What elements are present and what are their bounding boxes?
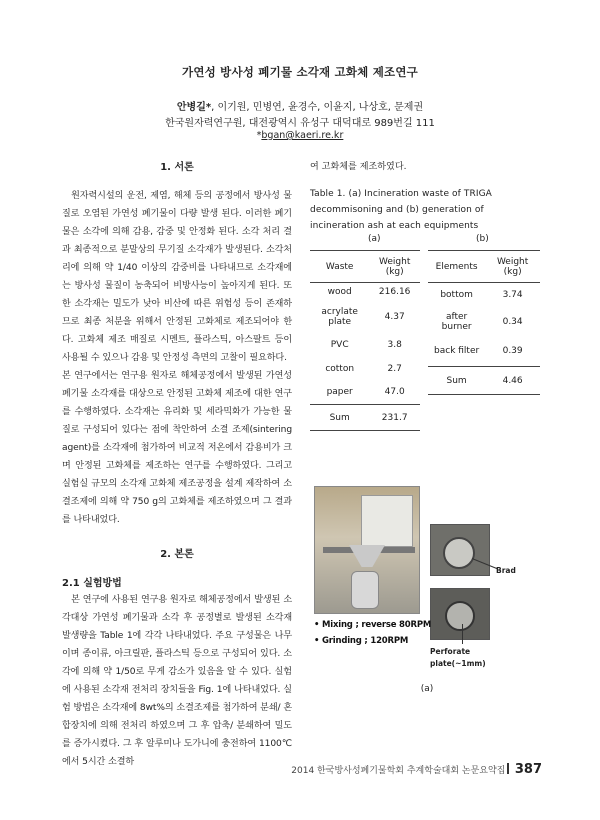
left-column bbox=[62, 150, 292, 771]
intro-paragraph-2: 본 연구에서는 연구용 원자로 해체공정에서 발생된 가연성 폐기물 소각재를 대상으로 안정된 고화체 제조에 대한 연구를 수행하였다. 소각재는 유리화 및 세라믹화가 가능한 물질로 구성되어 있다는 점에 착안하여 소결 조제(sintering agent)를 소각재에 첨가하여 비교적 저온에서 감용비가 크며 안정된 고화체를 제조하는 연구를 수행하였다. 그리고 실험실 규모의 소각재 고화체 제조공정을 설계 제작하여 소결조제에 의해 약 750 g의 고화체를 제조하였으며 그 결과를 나타내었다. bbox=[62, 371, 292, 525]
intro-text bbox=[62, 187, 292, 529]
plate-detail-photo bbox=[430, 588, 490, 640]
table-caption: Table 1. (a) Incineration waste of TRIGA decommisoning and (b) generation of incineration ash at each equipments bbox=[310, 189, 492, 231]
co-authors: , 이기원, 민병연, 윤경수, 이윤지, 나상호, 문제권 bbox=[211, 102, 424, 113]
table-b-header-elements: Elements bbox=[435, 261, 478, 272]
continued-text: 여 고화체를 제조하였다. bbox=[310, 162, 407, 172]
plate-disc bbox=[445, 601, 475, 631]
table-cell: acrylate plate bbox=[321, 306, 358, 327]
table-a-header-weight: Weight (kg) bbox=[379, 256, 411, 277]
table-cell: wood bbox=[327, 286, 352, 297]
table-b-sum-value: 4.46 bbox=[485, 367, 540, 395]
contact-email: *bgan@kaeri.re.kr bbox=[256, 130, 344, 141]
table-cell: after burner bbox=[441, 311, 472, 332]
method-text bbox=[62, 591, 292, 771]
table-cell: 216.16 bbox=[378, 286, 411, 297]
table-label-a: (a) bbox=[368, 234, 381, 244]
table-cell: back filter bbox=[434, 346, 480, 357]
table-cell: paper bbox=[326, 387, 353, 398]
table-cell: PVC bbox=[330, 339, 349, 350]
method-heading: 2.1 실험방법 bbox=[62, 578, 122, 589]
page-number: 387 bbox=[514, 762, 542, 777]
control-cabinet bbox=[361, 495, 413, 547]
table-cell: bottom bbox=[440, 289, 473, 300]
intro-heading: 1. 서론 bbox=[160, 162, 194, 173]
method-paragraph-1: 본 연구에 사용된 연구용 원자로 해체공정에서 발생된 소각대상 가연성 폐기물과 소각 후 공정별로 발생된 소각재 발생량을 Table 1에 각각 나타내었다. 주요 구성물은 나무이며 종이류, 아크릴판, 플라스틱 등으로 구성되어 있다. 소각에 의해 약 1/50로 무게 감소가 있음을 알 수 있다. 실험에 사용된 소각재 전처리 장치들을 Fig. 1에 나타내었다. 실험 방법은 소각재에 8wt%의 소결조제를 첨가하여 분쇄/ 혼합장치에 의해 전처리 하였으며 그 후 압축/ 분쇄하여 밀도를 증가시켰다. 그 후 알루미나 도가니에 충전하여 1100℃에서 5시간 소결하 bbox=[62, 595, 292, 767]
hopper bbox=[349, 545, 385, 567]
table-cell: 3.8 bbox=[387, 339, 402, 350]
table-1 bbox=[310, 234, 540, 484]
table-a-header-waste: Waste bbox=[325, 261, 354, 272]
collection-drum bbox=[351, 571, 379, 609]
table-cell: 0.39 bbox=[502, 346, 523, 357]
mixing-spec: • Mixing ; reverse 80RPM bbox=[314, 620, 432, 630]
intro-paragraph-1: 원자력시설의 운전, 제염, 해체 등의 공정에서 방사성 물질로 오염된 가연성 폐기물이 다량 발생 된다. 이러한 폐기물은 소각에 의해 감용, 감중 및 안정화 된다. 소각 처리 결과 최종적으로 분말상의 무기질 소각재가 발생된다. 소각처리에 의해 약 1/40 이상의 감중비를 나타내므로 소각재에는 방사성 물질이 농축되어 비방사능이 높아지게 된다. 또한 소각재는 밀도가 낮아 비산에 따른 위험성 등이 존재하므로 최종 처분을 위해서 안정된 고화체로 제조되어야 한다. 고화체 제조 매질로 시멘트, 플라스틱, 아스팔트 등이 사용될 수 있으나 감용 및 안정성 측면의 고찰이 필요하다. bbox=[62, 191, 292, 363]
table-b-header-weight: Weight (kg) bbox=[496, 256, 529, 277]
equipment-photo bbox=[314, 486, 420, 614]
table-a-sum-label: Sum bbox=[310, 405, 369, 431]
plate-pointer bbox=[462, 624, 463, 644]
lead-author: 안병길* bbox=[176, 102, 212, 113]
figure-1 bbox=[312, 486, 542, 694]
brad-label: Brad bbox=[496, 566, 516, 575]
table-cell: cotton bbox=[325, 363, 355, 374]
grinding-spec: • Grinding ; 120RPM bbox=[314, 636, 409, 646]
table-cell: 0.34 bbox=[502, 316, 523, 327]
table-cell: 4.37 bbox=[384, 311, 405, 322]
table-a bbox=[310, 250, 420, 431]
brad-detail-photo bbox=[430, 524, 490, 576]
paper-title: 가연성 방사성 폐기물 소각재 고화체 제조연구 bbox=[182, 65, 418, 79]
table-a-sum-value: 231.7 bbox=[369, 405, 420, 431]
table-b bbox=[428, 250, 540, 395]
blade-disc bbox=[443, 537, 475, 569]
table-b-sum-label: Sum bbox=[428, 367, 485, 395]
table-cell: 2.7 bbox=[387, 363, 402, 374]
footer-divider bbox=[507, 763, 509, 774]
conference-name: 2014 한국방사성폐기물학회 추계학술대회 논문요약집 bbox=[291, 766, 506, 776]
author-list bbox=[0, 98, 600, 113]
table-label-b: (b) bbox=[476, 234, 489, 244]
right-column bbox=[310, 150, 540, 484]
page-footer bbox=[291, 762, 542, 777]
table-cell: 3.74 bbox=[502, 289, 523, 300]
body-heading: 2. 본론 bbox=[160, 549, 194, 560]
affiliation: 한국원자력연구원, 대전광역시 유성구 대덕대로 989번길 111 bbox=[165, 118, 435, 129]
perforate-label: Perforate plate(~1mm) bbox=[430, 647, 486, 668]
email-link[interactable]: bgan@kaeri.re.kr bbox=[261, 130, 344, 141]
figure-caption: (a) bbox=[420, 684, 434, 694]
table-cell: 47.0 bbox=[384, 387, 405, 398]
